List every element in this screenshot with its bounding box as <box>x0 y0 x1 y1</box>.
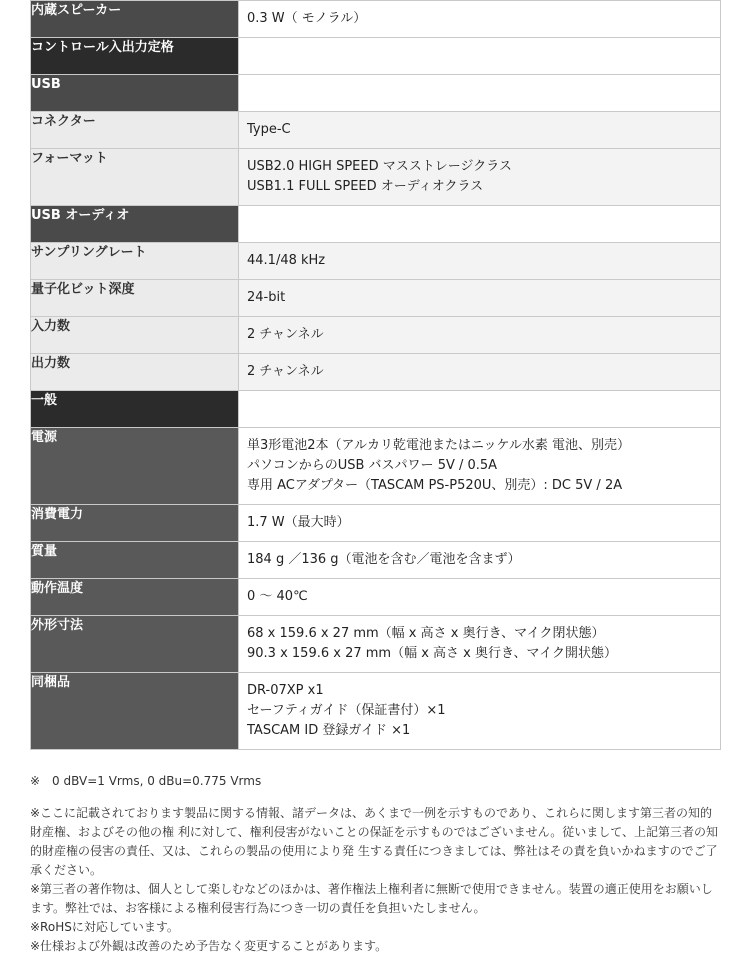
notes-section <box>30 772 722 956</box>
spec-table-body <box>31 1 721 750</box>
spec-row-label: 同梱品 <box>31 673 239 750</box>
note-change: ※仕様および外観は改善のため予告なく変更することがあります。 <box>30 939 388 953</box>
spec-value-line: 2 チャンネル <box>247 364 324 379</box>
spec-value-line: パソコンからのUSB バスパワー 5V / 0.5A <box>247 458 498 473</box>
spec-value-line: USB1.1 FULL SPEED オーディオクラス <box>247 179 484 194</box>
spec-row-value <box>239 542 721 579</box>
spec-row-label: 出力数 <box>31 354 239 391</box>
spec-value-line: 1.7 W（最大時） <box>247 515 350 530</box>
spec-row <box>31 579 721 616</box>
spec-value-line <box>247 399 712 419</box>
note-disclaimer: ※ここに記載されております製品に関する情報、諸データは、あくまで一例を示すものであり、これらに関します第三者の知的財産権、およびその他の権 利に対して、権利侵害がないことの保証を示すものではございません。従いまして、上記第三者の知的財産権の侵害の責任、又は、これらの製品の使用により発 生する責任につきましては、弊社はその責を負いかねますのでご了承ください。 <box>30 806 719 877</box>
spec-row-value <box>239 505 721 542</box>
spec-row-value <box>239 1 721 38</box>
spec-row-label: フォーマット <box>31 149 239 206</box>
spec-value-line <box>247 83 712 103</box>
spec-row-value <box>239 391 721 428</box>
spec-row-value <box>239 75 721 112</box>
spec-row <box>31 428 721 505</box>
spec-row-value <box>239 243 721 280</box>
spec-value-line: Type-C <box>247 122 291 137</box>
spec-row-label: 外形寸法 <box>31 616 239 673</box>
spec-value-line: セーフティガイド（保証書付）×1 <box>247 703 446 718</box>
spec-row <box>31 505 721 542</box>
spec-value-line: 2 チャンネル <box>247 327 324 342</box>
spec-row-label: 消費電力 <box>31 505 239 542</box>
spec-row-label: 質量 <box>31 542 239 579</box>
spec-row-value <box>239 616 721 673</box>
spec-row-value <box>239 149 721 206</box>
spec-value-line: 68 x 159.6 x 27 mm（幅 x 高さ x 奥行き、マイク閉状態） <box>247 626 605 641</box>
spec-value-line <box>247 46 712 66</box>
spec-row <box>31 616 721 673</box>
spec-row-label: 電源 <box>31 428 239 505</box>
spec-row-label: 入力数 <box>31 317 239 354</box>
note-dbv: ※ 0 dBV=1 Vrms, 0 dBu=0.775 Vrms <box>30 774 262 788</box>
spec-value-line: 専用 ACアダプター（TASCAM PS-P520U、別売）: DC 5V / 2A <box>247 478 623 493</box>
spec-value-line: 184 g ／136 g（電池を含む／電池を含まず） <box>247 552 521 567</box>
spec-value-line: 単3形電池2本（アルカリ乾電池またはニッケル水素 電池、別売） <box>247 438 630 453</box>
spec-row <box>31 317 721 354</box>
spec-row-value <box>239 579 721 616</box>
spec-row <box>31 75 721 112</box>
spec-row-label: コントロール入出力定格 <box>31 38 239 75</box>
spec-row <box>31 112 721 149</box>
spec-row-value <box>239 280 721 317</box>
spec-value-line: TASCAM ID 登録ガイド ×1 <box>247 723 411 738</box>
spec-row <box>31 149 721 206</box>
spec-row <box>31 1 721 38</box>
spec-row-value <box>239 354 721 391</box>
spec-row-value <box>239 428 721 505</box>
spec-value-line: 44.1/48 kHz <box>247 253 326 268</box>
spec-value-line <box>247 214 712 234</box>
spec-row-label: 内蔵スピーカー <box>31 1 239 38</box>
spec-row <box>31 542 721 579</box>
spec-row-label: 動作温度 <box>31 579 239 616</box>
spec-row <box>31 673 721 750</box>
spec-value-line: 0.3 W（ モノラル） <box>247 11 367 26</box>
spec-row-value <box>239 112 721 149</box>
spec-value-line: 24-bit <box>247 290 286 305</box>
spec-row-value <box>239 38 721 75</box>
spec-value-line: DR-07XP x1 <box>247 683 324 698</box>
spec-value-line: USB2.0 HIGH SPEED マスストレージクラス <box>247 159 512 174</box>
spec-row-label: コネクター <box>31 112 239 149</box>
note-rohs: ※RoHSに対応しています。 <box>30 920 179 934</box>
spec-row <box>31 38 721 75</box>
spec-table <box>30 0 721 750</box>
spec-row-label: サンプリングレート <box>31 243 239 280</box>
spec-row-value <box>239 317 721 354</box>
spec-row <box>31 354 721 391</box>
spec-row-label: USB オーディオ <box>31 206 239 243</box>
note-copyright: ※第三者の著作物は、個人として楽しむなどのほかは、著作権法上権利者に無断で使用できません。装置の適正使用をお願いします。弊社では、お客様による権利侵害行為につき一切の責任を負担いたしません。 <box>30 882 713 915</box>
spec-row <box>31 391 721 428</box>
spec-row <box>31 206 721 243</box>
spec-row-label: USB <box>31 75 239 112</box>
spec-row-label: 量子化ビット深度 <box>31 280 239 317</box>
spec-value-line: 90.3 x 159.6 x 27 mm（幅 x 高さ x 奥行き、マイク開状態） <box>247 646 617 661</box>
spec-value-line: 0 〜 40℃ <box>247 589 308 604</box>
spec-row-value <box>239 206 721 243</box>
spec-row-label: 一般 <box>31 391 239 428</box>
spec-row-value <box>239 673 721 750</box>
spec-row <box>31 280 721 317</box>
spec-row <box>31 243 721 280</box>
